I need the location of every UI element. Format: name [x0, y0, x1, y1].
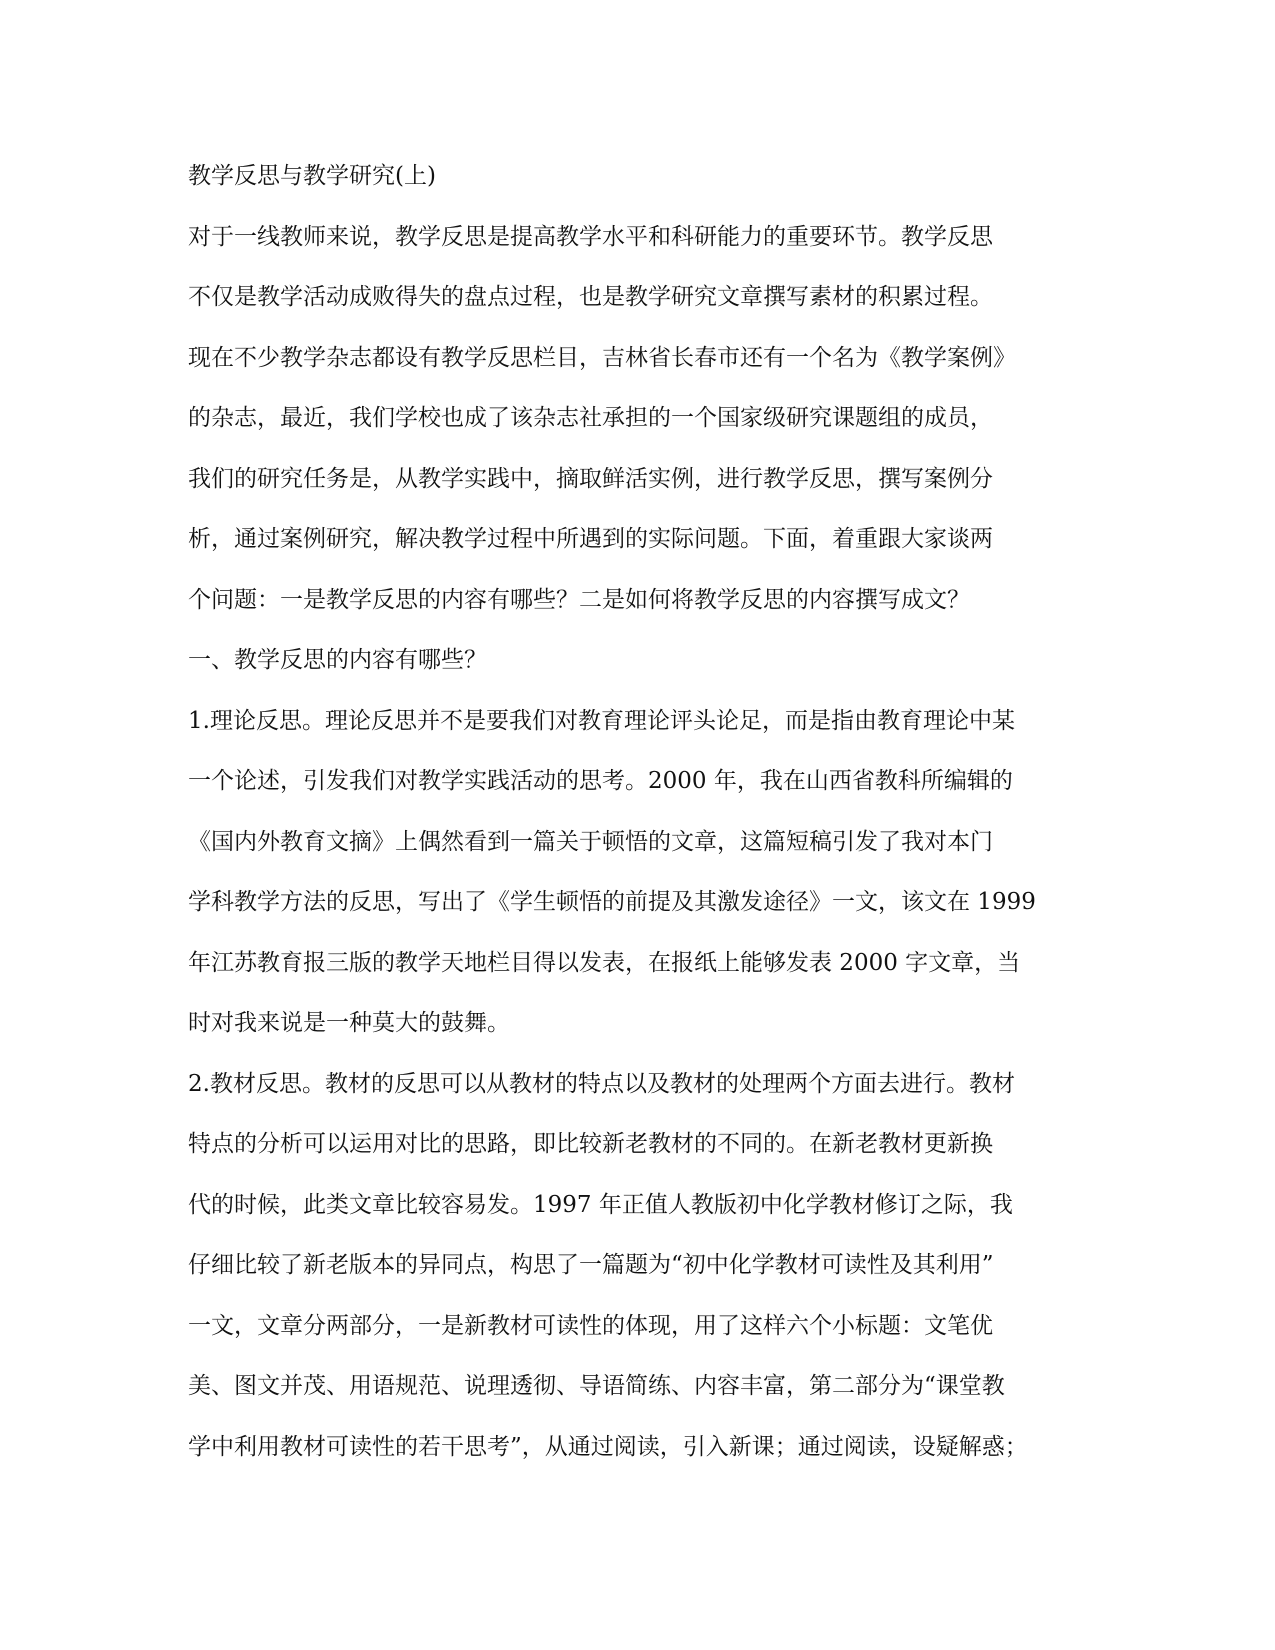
body-line: 对于一线教师来说，教学反思是提高教学水平和科研能力的重要环节。教学反思 [188, 223, 993, 250]
body-line: 1.理论反思。理论反思并不是要我们对教育理论评头论足，而是指由教育理论中某 [188, 707, 1015, 734]
body-line: 的杂志，最近，我们学校也成了该杂志社承担的一个国家级研究课题组的成员， [188, 405, 993, 431]
section-heading: 一、教学反思的内容有哪些？ [188, 647, 487, 673]
body-line: 2.教材反思。教材的反思可以从教材的特点以及教材的处理两个方面去进行。教材 [188, 1070, 1015, 1097]
body-line: 时对我来说是一种莫大的鼓舞。 [188, 1010, 510, 1036]
body-line: 学中利用教材可读性的若干思考”，从通过阅读，引入新课；通过阅读，设疑解惑； [188, 1433, 1028, 1460]
body-line: 个问题：一是教学反思的内容有哪些？二是如何将教学反思的内容撰写成文？ [188, 586, 970, 613]
body-line: 我们的研究任务是，从教学实践中，摘取鲜活实例，进行教学反思，撰写案例分 [188, 465, 993, 492]
body-line: 学科教学方法的反思，写出了《学生顿悟的前提及其激发途径》一文，该文在 1999 [188, 889, 1036, 915]
body-line: 仔细比较了新老版本的异同点，构思了一篇题为“初中化学教材可读性及其利用” [188, 1252, 994, 1278]
body-line: 不仅是教学活动成败得失的盘点过程，也是教学研究文章撰写素材的积累过程。 [188, 284, 993, 310]
body-line: 年江苏教育报三版的教学天地栏目得以发表，在报纸上能够发表 2000 字文章，当 [188, 949, 1021, 976]
body-line: 美、图文并茂、用语规范、说理透彻、导语简练、内容丰富，第二部分为“课堂教 [188, 1373, 1005, 1399]
body-line: 现在不少教学杂志都设有教学反思栏目，吉林省长春市还有一个名为《教学案例》 [188, 344, 1016, 371]
body-line: 代的时候，此类文章比较容易发。1997 年正值人教版初中化学教材修订之际，我 [188, 1191, 1013, 1218]
body-line: 一文，文章分两部分，一是新教材可读性的体现，用了这样六个小标题：文笔优 [188, 1312, 993, 1339]
body-line: 一个论述，引发我们对教学实践活动的思考。2000 年，我在山西省教科所编辑的 [188, 768, 1013, 794]
body-line: 特点的分析可以运用对比的思路，即比较新老教材的不同的。在新老教材更新换 [188, 1131, 993, 1157]
document-title: 教学反思与教学研究(上) [188, 163, 436, 189]
document-body [188, 146, 1093, 1477]
body-line: 析，通过案例研究，解决教学过程中所遇到的实际问题。下面，着重跟大家谈两 [188, 526, 993, 552]
body-line: 《国内外教育文摘》上偶然看到一篇关于顿悟的文章，这篇短稿引发了我对本门 [188, 828, 993, 855]
